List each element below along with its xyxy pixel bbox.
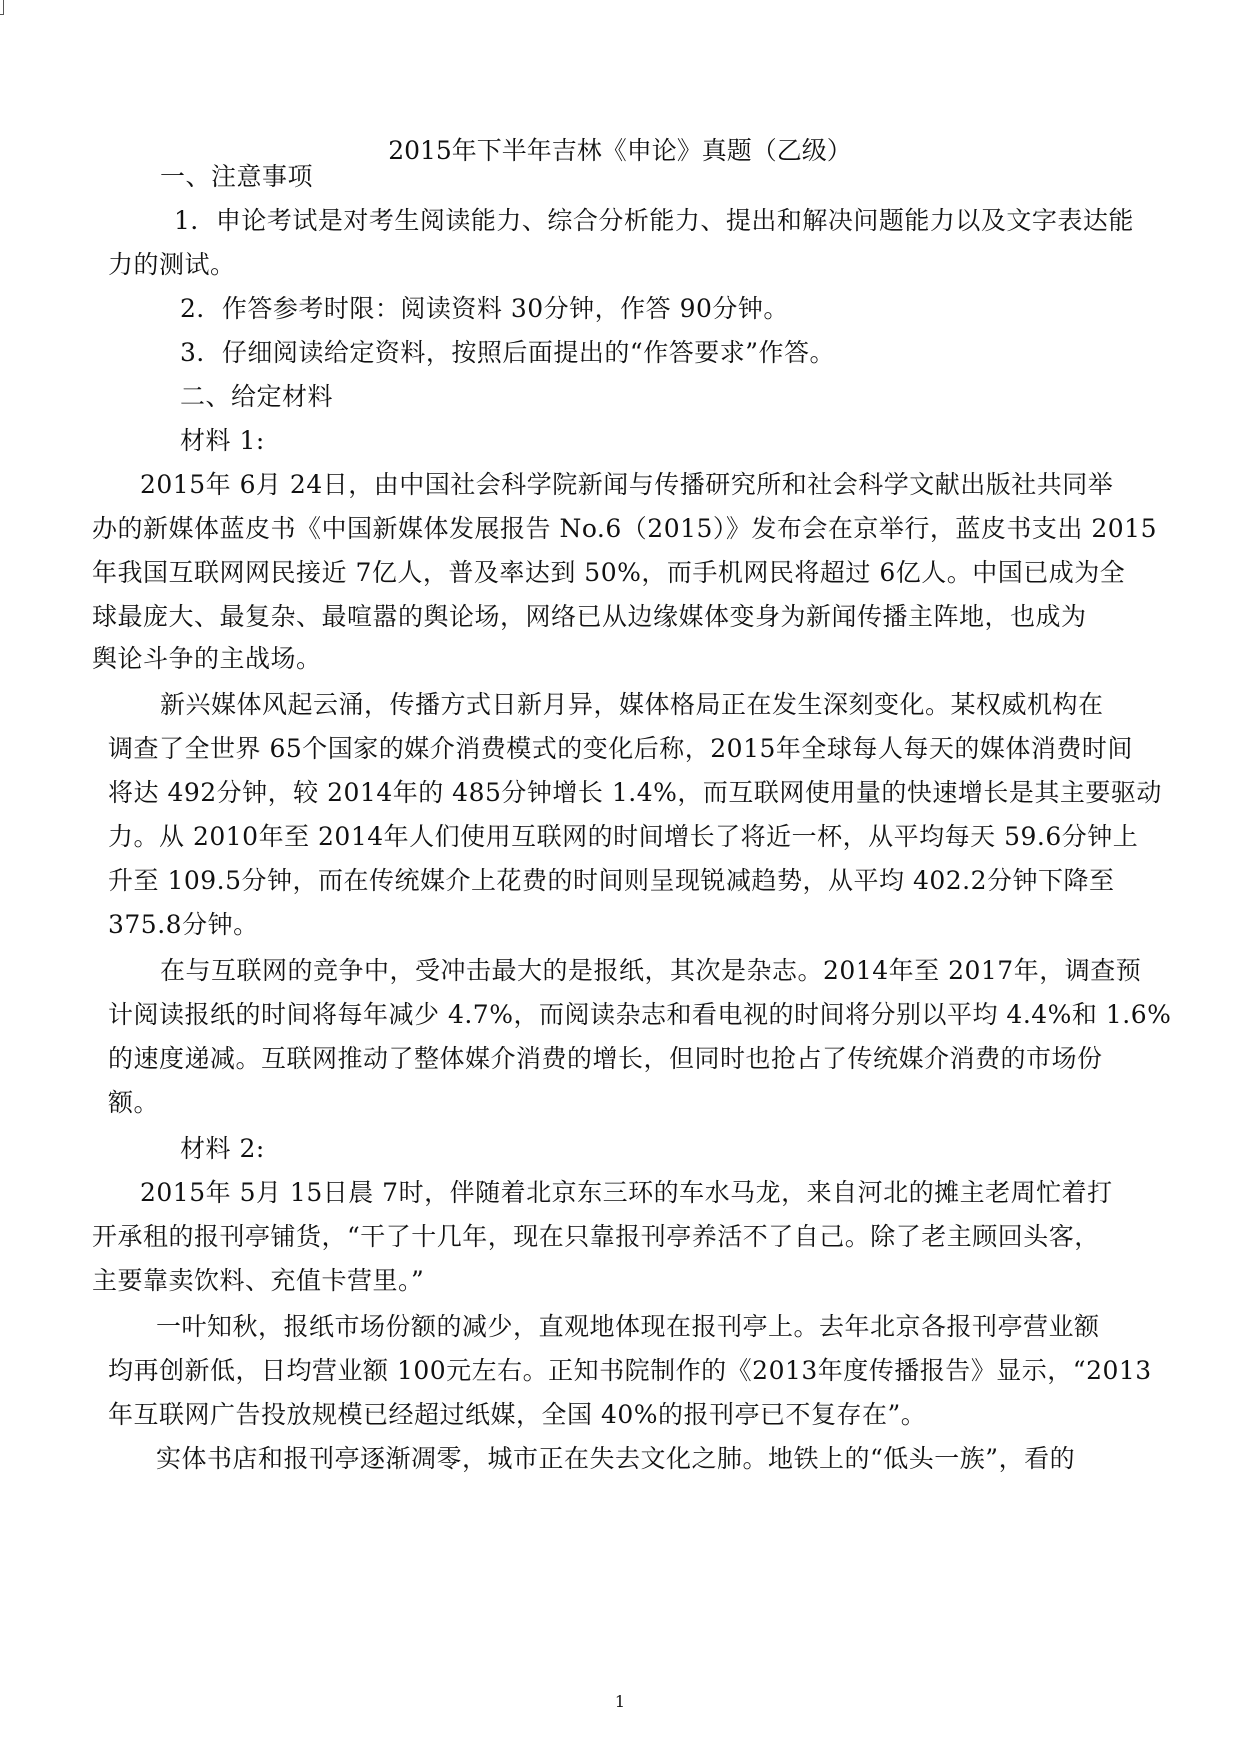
paragraph-line: 调查了全世界 65个国家的媒介消费模式的变化后称，2015年全球每人每天的媒体消费时间 xyxy=(108,734,1133,763)
paragraph-line: 将达 492分钟，较 2014年的 485分钟增长 1.4%，而互联网使用量的快速增长是其主要驱动 xyxy=(108,778,1162,807)
note-item-1: 1．申论考试是对考生阅读能力、综合分析能力、提出和解决问题能力以及文字表达能 xyxy=(174,206,1134,235)
paragraph-line: 开承租的报刊亭铺货，“干了十几年，现在只靠报刊亭养活不了自己。除了老主顾回头客， xyxy=(92,1222,1100,1251)
paragraph-line: 年互联网广告投放规模已经超过纸媒，全国 40%的报刊亭已不复存在”。 xyxy=(108,1400,927,1429)
document-title: 2015年下半年吉林《申论》真题（乙级） xyxy=(388,136,852,165)
paragraph-line: 的速度递减。互联网推动了整体媒介消费的增长，但同时也抢占了传统媒介消费的市场份 xyxy=(108,1044,1103,1073)
paragraph-line: 办的新媒体蓝皮书《中国新媒体发展报告 No.6（2015）》发布会在京举行，蓝皮书支出 2015 xyxy=(92,514,1157,543)
paragraph-line: 375.8分钟。 xyxy=(108,910,259,939)
paragraph-line: 球最庞大、最复杂、最喧嚣的舆论场，网络已从边缘媒体变身为新闻传播主阵地，也成为 xyxy=(92,602,1087,631)
paragraph-line: 在与互联网的竞争中，受冲击最大的是报纸，其次是杂志。2014年至 2017年，调查预 xyxy=(160,956,1142,985)
paragraph-line: 2015年 5月 15日晨 7时，伴随着北京东三环的车水马龙，来自河北的摊主老周忙着打 xyxy=(140,1178,1113,1207)
paragraph-line: 计阅读报纸的时间将每年减少 4.7%，而阅读杂志和看电视的时间将分别以平均 4.4%和 1.6% xyxy=(108,1000,1172,1029)
paragraph-line: 年我国互联网网民接近 7亿人，普及率达到 50%，而手机网民将超过 6亿人。中国已成为全 xyxy=(92,558,1126,587)
paragraph-line: 额。 xyxy=(108,1088,160,1117)
paragraph-line: 实体书店和报刊亭逐渐凋零，城市正在失去文化之肺。地铁上的“低头一族”，看的 xyxy=(156,1444,1076,1473)
note-item-3: 3．仔细阅读给定资料，按照后面提出的“作答要求”作答。 xyxy=(180,338,835,367)
paragraph-line: 力。从 2010年至 2014年人们使用互联网的时间增长了将近一杯，从平均每天 59.6分钟上 xyxy=(108,822,1139,851)
section-heading-materials: 二、给定材料 xyxy=(180,382,334,411)
paragraph-line: 均再创新低，日均营业额 100元左右。正知书院制作的《2013年度传播报告》显示，“2013 xyxy=(108,1356,1152,1385)
section-heading-notes: 一、注意事项 xyxy=(160,162,314,191)
note-item-2: 2．作答参考时限：阅读资料 30分钟，作答 90分钟。 xyxy=(180,294,789,323)
page-number: 1 xyxy=(614,1692,626,1711)
material-2-heading: 材料 2: xyxy=(180,1134,265,1163)
material-1-heading: 材料 1: xyxy=(180,426,265,455)
paragraph-line: 舆论斗争的主战场。 xyxy=(92,644,322,673)
paragraph-line: 2015年 6月 24日，由中国社会科学院新闻与传播研究所和社会科学文献出版社共同举 xyxy=(140,470,1114,499)
paragraph-line: 主要靠卖饮料、充值卡营里。” xyxy=(92,1266,425,1295)
corner-mark xyxy=(0,0,4,15)
note-item-1-cont: 力的测试。 xyxy=(108,250,236,279)
paragraph-line: 升至 109.5分钟，而在传统媒介上花费的时间则呈现锐减趋势，从平均 402.2分钟下降至 xyxy=(108,866,1115,895)
paragraph-line: 新兴媒体风起云涌，传播方式日新月异，媒体格局正在发生深刻变化。某权威机构在 xyxy=(160,690,1104,719)
paragraph-line: 一叶知秋，报纸市场份额的减少，直观地体现在报刊亭上。去年北京各报刊亭营业额 xyxy=(156,1312,1100,1341)
